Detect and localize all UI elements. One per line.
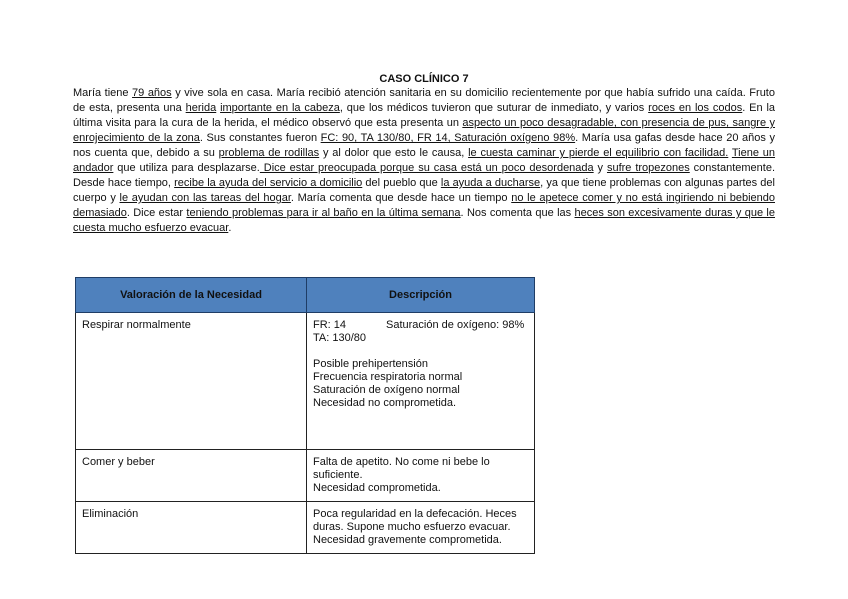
needs-table bbox=[75, 277, 535, 554]
description-line: Falta de apetito. No come ni bebe lo suficiente. bbox=[313, 456, 490, 481]
underlined-phrase: heces son excesivamente duras y que le cuesta mucho esfuerzo evacuar bbox=[73, 207, 775, 234]
sat-value: Saturación de oxígeno: 98% bbox=[386, 319, 525, 331]
header-need: Valoración de la Necesidad bbox=[76, 278, 307, 313]
text-run: , ya que tiene problemas con algunas partes del cuerpo y bbox=[73, 177, 775, 204]
description-line: Saturación de oxígeno normal bbox=[313, 384, 460, 396]
description-cell bbox=[307, 502, 535, 554]
text-run: . bbox=[228, 222, 232, 234]
text-run: que utiliza para desplazarse. bbox=[113, 162, 260, 174]
text-run: . Dice estar bbox=[126, 207, 187, 219]
ta-value: TA: 130/80 bbox=[313, 332, 366, 344]
text-run: . Nos comenta que las bbox=[460, 207, 575, 219]
need-cell: Eliminación bbox=[76, 502, 307, 554]
underlined-phrase: Tiene un andador bbox=[73, 147, 776, 174]
case-paragraph bbox=[73, 86, 775, 236]
description-line: Frecuencia respiratoria normal bbox=[313, 371, 463, 383]
underlined-phrase: no le apetece comer y no está ingiriendo ni bebiendo demasiado bbox=[73, 192, 775, 219]
table-row bbox=[76, 313, 535, 450]
text-run: . María comenta que desde hace un tiempo bbox=[290, 192, 512, 204]
underlined-phrase: teniendo problemas para ir al baño en la última semana bbox=[186, 207, 461, 219]
description-line: Posible prehipertensión bbox=[313, 358, 428, 370]
underlined-phrase: 79 años bbox=[132, 87, 172, 99]
underlined-phrase: problema de rodillas bbox=[218, 147, 320, 159]
underlined-phrase: importante en la cabeza bbox=[220, 102, 340, 114]
need-cell: Comer y beber bbox=[76, 450, 307, 502]
text-run: del pueblo que bbox=[362, 177, 441, 189]
document-title: CASO CLÍNICO 7 bbox=[379, 73, 469, 85]
description-cell bbox=[307, 450, 535, 502]
underlined-phrase: aspecto un poco desagradable, con presencia de pus, sangre y enrojecimiento de la zona bbox=[73, 117, 776, 144]
underlined-phrase: roces en los codos bbox=[648, 102, 743, 114]
text-run: María tiene bbox=[73, 87, 133, 99]
underlined-phrase: recibe la ayuda del servicio a domicilio bbox=[174, 177, 363, 189]
description-line: Poca regularidad en la defecación. Heces duras. Supone mucho esfuerzo evacuar. bbox=[313, 508, 517, 533]
table-row bbox=[76, 450, 535, 502]
fr-value: FR: 14 bbox=[313, 319, 347, 331]
description-cell bbox=[307, 313, 535, 450]
text-run: . María usa gafas desde hace 20 años y nos cuenta que, debido a su bbox=[73, 132, 775, 159]
description-line: Necesidad gravemente comprometida. bbox=[313, 534, 502, 546]
underlined-phrase: la ayuda a ducharse bbox=[440, 177, 541, 189]
text-run: y bbox=[593, 162, 607, 174]
underlined-phrase: Dice estar preocupada porque su casa está un poco desordenada bbox=[259, 162, 594, 174]
underlined-phrase: le cuesta caminar y pierde el equilibrio con facilidad. bbox=[468, 147, 729, 159]
text-run: . Sus constantes fueron bbox=[199, 132, 321, 144]
underlined-phrase: FC: 90, TA 130/80, FR 14, Saturación oxígeno 98% bbox=[320, 132, 576, 144]
header-description: Descripción bbox=[307, 278, 535, 313]
text-run: constantemente. Desde hace tiempo, bbox=[73, 162, 775, 189]
underlined-phrase: herida bbox=[185, 102, 217, 114]
table-row bbox=[76, 502, 535, 554]
text-run: , que los médicos tuvieron que suturar de inmediato, y varios bbox=[339, 102, 649, 114]
underlined-phrase: le ayudan con las tareas del hogar bbox=[119, 192, 291, 204]
text-run: . En la última visita para la cura de la herida, el médico observó que esta presenta un bbox=[73, 102, 776, 129]
table-header-row bbox=[76, 278, 535, 313]
text-run: y al dolor que esto le causa, bbox=[319, 147, 469, 159]
underlined-phrase: sufre tropezones bbox=[606, 162, 690, 174]
description-line: Necesidad comprometida. bbox=[313, 482, 441, 494]
description-line bbox=[313, 319, 528, 332]
text-run: y vive sola en casa. María recibió atención sanitaria en su domicilio recientemente por que había sufrido una caída. Fruto de esta, presenta una bbox=[73, 87, 775, 114]
description-line: Necesidad no comprometida. bbox=[313, 397, 457, 409]
need-cell: Respirar normalmente bbox=[76, 313, 307, 450]
